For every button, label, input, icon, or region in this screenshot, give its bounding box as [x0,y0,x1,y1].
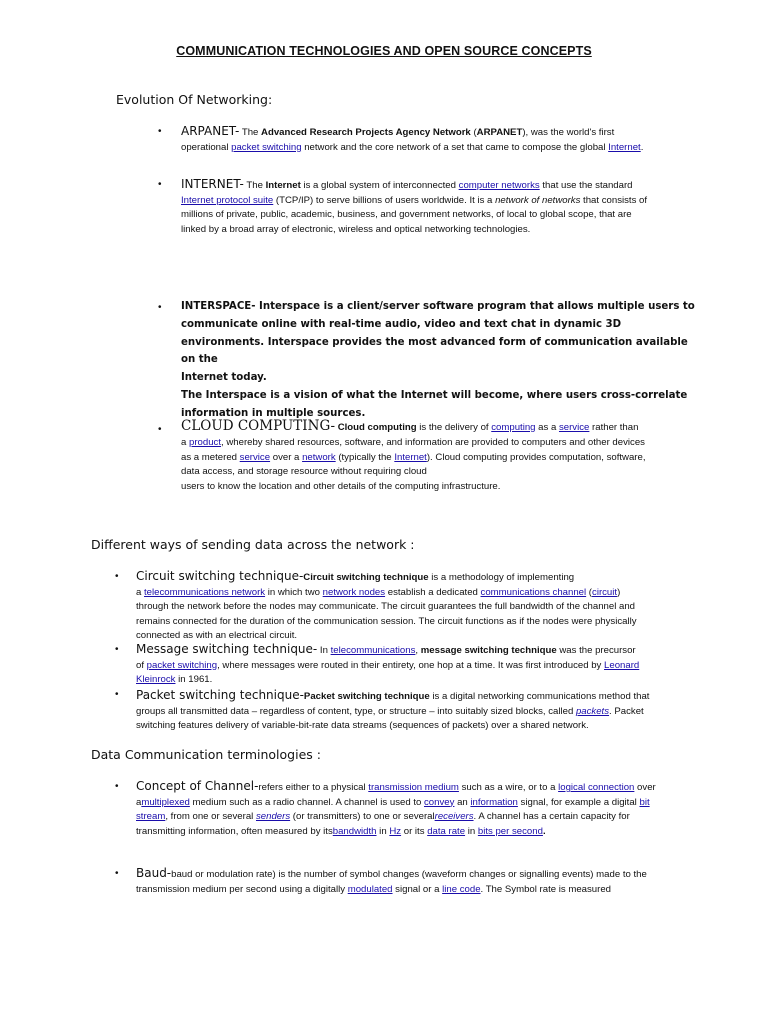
bullet-icon: • [115,781,119,792]
link-network[interactable]: network [302,451,336,463]
list-item-packet-switching: Packet switching technique-Packet switching technique is a digital networking communications method that groups all transmitted data – regardless of content, type, or structure – into suitably sized blocks, called packets. Packet switching features delivery of variable-bit-rate data streams (sequences of packets) over a shared network. [136,688,650,732]
link-telecommunications-network[interactable]: telecommunications network [144,586,266,598]
link-circuit[interactable]: circuit [592,586,618,598]
link-convey[interactable]: convey [424,796,455,808]
list-item-message-switching: Message switching technique- In telecommunications, message switching technique was the precursor of packet switching, where messages were routed in their entirety, one hop at a time. It was first introduced by Leonard Kleinrock in 1961. [136,642,640,686]
link-logical-connection[interactable]: logical connection [558,782,635,793]
heading-ways: Different ways of sending data across the network : [91,537,415,552]
link-modulated[interactable]: modulated [347,883,393,895]
link-packet-switching-2[interactable]: packet switching [146,659,218,671]
bullet-icon: • [115,868,119,879]
heading-terms: Data Communication terminologies : [91,747,321,762]
link-communications-channel[interactable]: communications channel [480,586,587,598]
list-item-arpanet: ARPANET- The Advanced Research Projects Agency Network (ARPANET), was the world's first operational packet switching network and the core network of a set that came to compose the global Internet. [181,124,644,153]
heading-evolution: Evolution Of Networking: [116,92,273,107]
bullet-icon: • [115,689,119,700]
list-item-baud: Baud-baud or modulation rate) is the number of symbol changes (waveform changes or signalling events) made to the transmission medium per second using a digitally modulated signal or a line code. The Symbol rate is measured [136,866,647,895]
bullet-icon: • [158,126,162,137]
link-data-rate[interactable]: data rate [427,825,466,837]
link-bit[interactable]: bit [639,796,650,808]
page-title: COMMUNICATION TECHNOLOGIES AND OPEN SOURCE CONCEPTS [176,44,592,58]
link-service-2[interactable]: service [239,451,271,463]
link-computing[interactable]: computing [491,422,536,433]
link-bandwidth[interactable]: bandwidth [332,825,377,837]
link-bits-per-second[interactable]: bits per second [477,825,543,837]
link-stream[interactable]: stream [136,811,166,823]
link-product[interactable]: product [189,437,222,448]
link-internet[interactable]: Internet [608,141,641,153]
link-internet-2[interactable]: Internet [394,451,427,463]
link-line-code[interactable]: line code [442,883,481,895]
list-item-circuit-switching: Circuit switching technique-Circuit switching technique is a methodology of implementing a telecommunications network in which two network nodes establish a dedicated communications channel (circuit) through the network before the nodes may communicate. The circuit guarantees the full bandwidth of the channel and remains connected for the duration of the communication session. The circuit functions as if the nodes were physically connected as with an electrical circuit. [136,569,637,642]
link-multiplexed[interactable]: multiplexed [141,796,190,808]
list-item-channel: Concept of Channel-refers either to a physical transmission medium such as a wire, or to a logical connection over amultiplexed medium such as a radio channel. A channel is used to convey an information signal, for example a digital bit stream, from one or several senders (or transmitters) to one or severalreceivers. A channel has a certain capacity for transmitting information, often measured by itsbandwidth in Hz or its data rate in bits per second. [136,779,656,837]
link-computer-networks[interactable]: computer networks [458,180,540,191]
link-telecommunications[interactable]: telecommunications [330,645,416,656]
link-hz[interactable]: Hz [389,825,402,837]
link-internet-protocol-suite[interactable]: Internet protocol suite [181,194,274,206]
link-information[interactable]: information [470,796,518,808]
bullet-icon: • [115,644,119,655]
link-receivers[interactable]: receivers [434,811,474,823]
bullet-icon: • [158,302,162,313]
link-network-nodes[interactable]: network nodes [322,586,386,598]
list-item-internet: INTERNET- The Internet is a global system of interconnected computer networks that use the standard Internet protocol suite (TCP/IP) to serve billions of users worldwide. It is a network of networks that consists of millions of private, public, academic, business, and government networks, of local to global scope, that are linked by a broad array of electronic, wireless and optical networking technologies. [181,177,648,235]
link-packets[interactable]: packets [575,705,610,717]
link-packet-switching[interactable]: packet switching [231,141,302,153]
link-leonard[interactable]: Leonard [604,659,640,671]
bullet-icon: • [158,179,162,190]
link-service[interactable]: service [558,422,590,433]
list-item-interspace: INTERSPACE- Interspace is a client/server software program that allows multiple users to communicate online with real-time audio, video and text chat in dynamic 3D environments. Interspace provides the most advanced form of communication available on the Internet today. The Interspace is a vision of what the Internet will become, where users cross-correlate information in multiple sources. [181,301,695,419]
list-item-cloud-computing: CLOUD COMPUTING- Cloud computing is the delivery of computing as a service rather than a product, whereby shared resources, software, and information are provided to computers and other devices as a metered service over a network (typically the Internet). Cloud computing provides computation, software, data access, and storage resource without requiring cloud users to know the location and other details of the computing infrastructure. [181,418,646,492]
link-transmission-medium[interactable]: transmission medium [368,782,459,793]
bullet-icon: • [158,424,162,435]
link-kleinrock[interactable]: Kleinrock [136,674,176,686]
link-senders[interactable]: senders [255,811,291,823]
bullet-icon: • [115,571,119,582]
